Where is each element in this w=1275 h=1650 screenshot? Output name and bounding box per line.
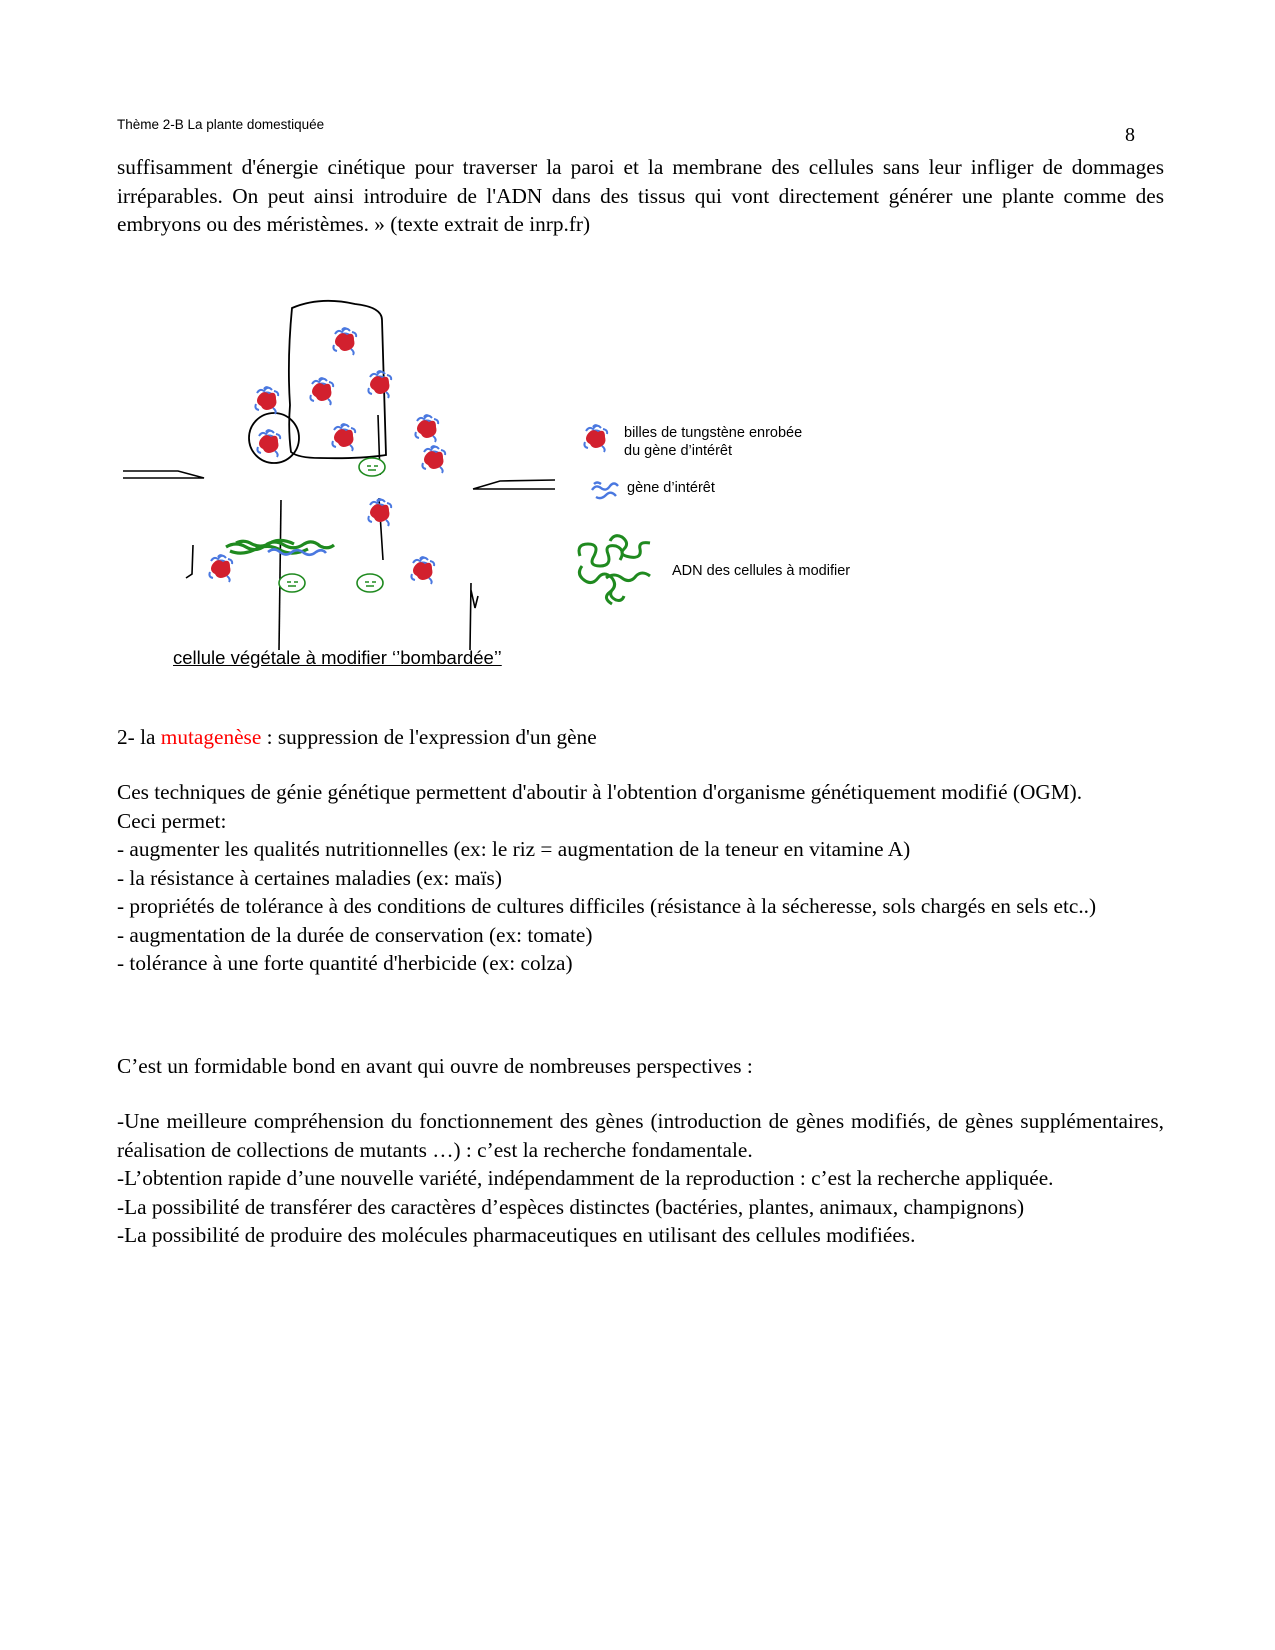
stroke-mid bbox=[279, 500, 281, 650]
legend-bead-icon bbox=[584, 425, 607, 452]
mutagenese-term: mutagenèse bbox=[160, 725, 262, 749]
bead bbox=[415, 415, 438, 442]
bead bbox=[257, 430, 280, 457]
ogm-sentence: Ces techniques de génie génétique permettent d'aboutir à l'obtention d'organisme génétiquement modifié (OGM). bbox=[117, 780, 1083, 804]
figure-caption: cellule végétale à modifier ‘’bombardée’’ bbox=[173, 647, 502, 668]
list-item: -Une meilleure compréhension du fonctionnement des gènes (introduction de gènes modifiés, de gènes supplémentaires, réalisation de collections de mutants …) : c’est la recherche fondamentale. bbox=[117, 1109, 1164, 1162]
stroke-right bbox=[470, 583, 478, 650]
section-2-prefix: 2- la bbox=[117, 725, 161, 749]
list-item: - tolérance à une forte quantité d'herbicide (ex: colza) bbox=[117, 951, 573, 975]
list-item: - augmentation de la durée de conservation (ex: tomate) bbox=[117, 922, 593, 947]
section-2-heading bbox=[117, 723, 1164, 752]
list-item: -La possibilité de transférer des caractères d’espèces distinctes (bactéries, plantes, animaux, champignons) bbox=[117, 1194, 1025, 1219]
legend-gene-label: gène d’intérêt bbox=[627, 480, 715, 496]
legend-beads-line1: billes de tungstène enrobée bbox=[624, 425, 803, 441]
running-header: Thème 2-B La plante domestiquée bbox=[117, 117, 325, 132]
list-item: -La possibilité de produire des molécules pharmaceutiques en utilisant des cellules modifiées. bbox=[117, 1223, 916, 1247]
membrane-right bbox=[473, 480, 555, 489]
bead bbox=[333, 328, 356, 355]
section-2-suffix: : suppression de l'expression d'un gène bbox=[261, 725, 597, 749]
ogm-block bbox=[117, 778, 1164, 978]
list-item: -L’obtention rapide d’une nouvelle variété, indépendamment de la reproduction : c’est la recherche appliquée. bbox=[117, 1166, 1054, 1190]
biolistic-diagram bbox=[0, 280, 1275, 680]
stroke-center bbox=[378, 415, 383, 560]
legend-gene-icon bbox=[592, 483, 618, 499]
legend-dna-label: ADN des cellules à modifier bbox=[672, 563, 851, 579]
page-number: 8 bbox=[1125, 124, 1135, 146]
list-item: - la résistance à certaines maladies (ex: maïs) bbox=[117, 865, 502, 890]
perspectives-intro-text: C’est un formidable bond en avant qui ouvre de nombreuses perspectives : bbox=[117, 1054, 753, 1078]
legend-beads-line2: du gène d’intérêt bbox=[624, 443, 733, 459]
legend-dna-icon bbox=[579, 536, 650, 604]
perspectives-intro bbox=[117, 1052, 1164, 1081]
stroke-left bbox=[186, 545, 193, 578]
perspectives-list bbox=[117, 1107, 1164, 1250]
ogm-lead: Ceci permet: bbox=[117, 808, 227, 833]
bead bbox=[422, 446, 445, 473]
cell-face bbox=[359, 458, 385, 476]
bead bbox=[332, 424, 355, 451]
membrane-left bbox=[123, 471, 204, 478]
cell-face bbox=[357, 574, 383, 592]
bead bbox=[368, 371, 391, 398]
list-item: - augmenter les qualités nutritionnelles (ex: le riz = augmentation de la teneur en vitamine A) bbox=[117, 837, 911, 861]
bead bbox=[411, 557, 434, 584]
bead bbox=[310, 378, 333, 405]
bead bbox=[209, 555, 232, 582]
intro-paragraph bbox=[117, 153, 1164, 239]
intro-text: suffisamment d'énergie cinétique pour traverser la paroi et la membrane des cellules sans leur infliger de dommages irréparables. On peut ainsi introduire de l'ADN dans des tissus qui vont directement générer une plante comme des embryons ou des méristèmes. » (texte extrait de inrp.fr) bbox=[117, 155, 1164, 236]
bead bbox=[255, 387, 278, 414]
cell-face bbox=[279, 574, 305, 592]
list-item: - propriétés de tolérance à des conditions de cultures difficiles (résistance à la sécheresse, sols chargés en sels etc..) bbox=[117, 894, 1097, 918]
